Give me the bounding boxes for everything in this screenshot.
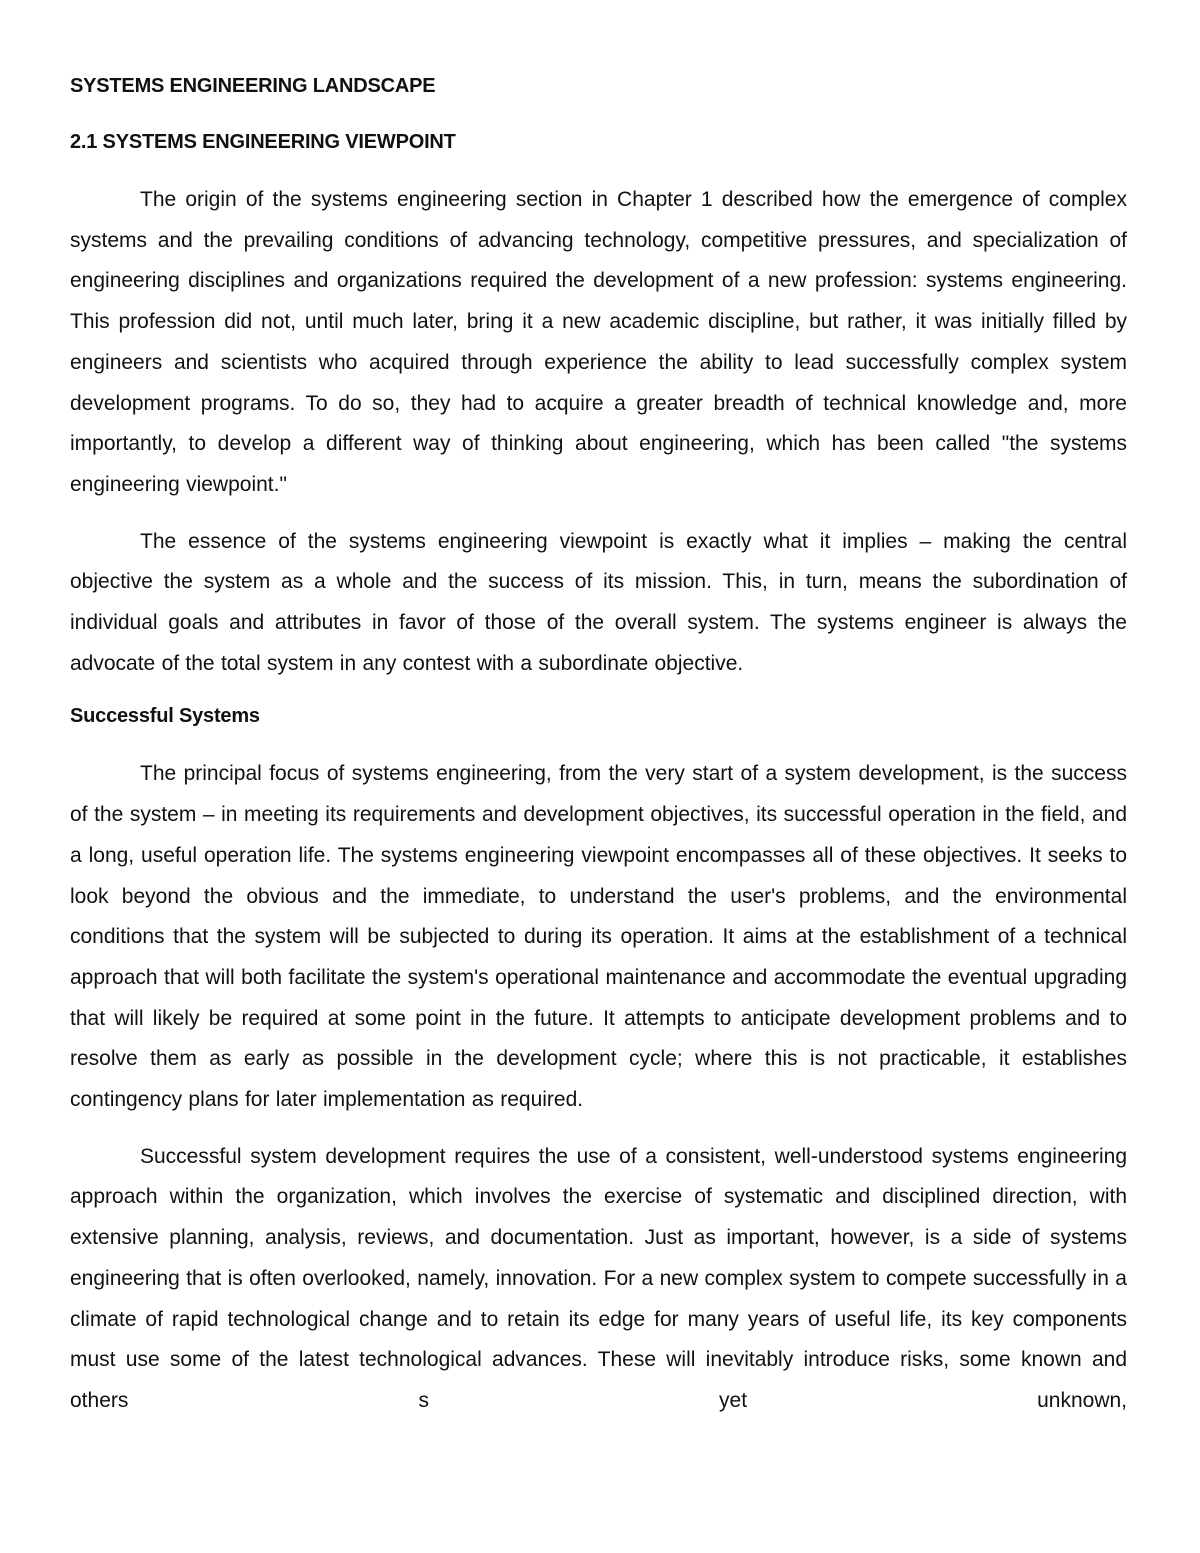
paragraph-principal-focus: The principal focus of systems engineering, from the very start of a system development, is the success of the system – in meeting its requirements and development objectives, its successful operation in the field, and a long, useful operation life. The systems engineering viewpoint encompasses all of these objectives. It seeks to look beyond the obvious and the immediate, to understand the user's problems, and the environmental conditions that the system will be subjected to during its operation. It aims at the establishment of a technical approach that will both facilitate the system's operational maintenance and accommodate the eventual upgrading that will likely be required at some point in the future. It attempts to anticipate development problems and to resolve them as early as possible in the development cycle; where this is not practicable, it establishes contingency plans for later implementation as required. <box>70 762 1127 1112</box>
paragraph-essence: The essence of the systems engineering viewpoint is exactly what it implies – making the central objective the system as a whole and the success of its mission. This, in turn, means the subordination of individual goals and attributes in favor of those of the overall system. The systems engineer is always the advocate of the total system in any contest with a subordinate objective. <box>70 529 1127 675</box>
paragraph-origin: The origin of the systems engineering section in Chapter 1 described how the emergence of complex systems and the prevailing conditions of advancing technology, competitive pressures, and specialization of engineering disciplines and organizations required the development of a new profession: systems engineering. This profession did not, until much later, bring it a new academic discipline, but rather, it was initially filled by engineers and scientists who acquired through experience the ability to lead successfully complex system development programs. To do so, they had to acquire a greater breadth of technical knowledge and, more importantly, to develop a different way of thinking about engineering, which has been called "the systems engineering viewpoint." <box>70 188 1127 496</box>
paragraph-successful-development: Successful system development requires the use of a consistent, well-understood systems engineering approach within the organization, which involves the exercise of systematic and disciplined direction, with extensive planning, analysis, reviews, and documentation. Just as important, however, is a side of systems engineering that is often overlooked, namely, innovation. For a new complex system to compete successfully in a climate of rapid technological change and to retain its edge for many years of useful life, its key components must use some of the latest technological advances. These will inevitably introduce risks, some known and others s yet unknown, <box>70 1144 1127 1412</box>
document-title: SYSTEMS ENGINEERING LANDSCAPE <box>70 75 436 97</box>
document-body <box>70 70 1127 1438</box>
section-heading: 2.1 SYSTEMS ENGINEERING VIEWPOINT <box>70 131 456 153</box>
subsection-heading: Successful Systems <box>70 705 260 728</box>
